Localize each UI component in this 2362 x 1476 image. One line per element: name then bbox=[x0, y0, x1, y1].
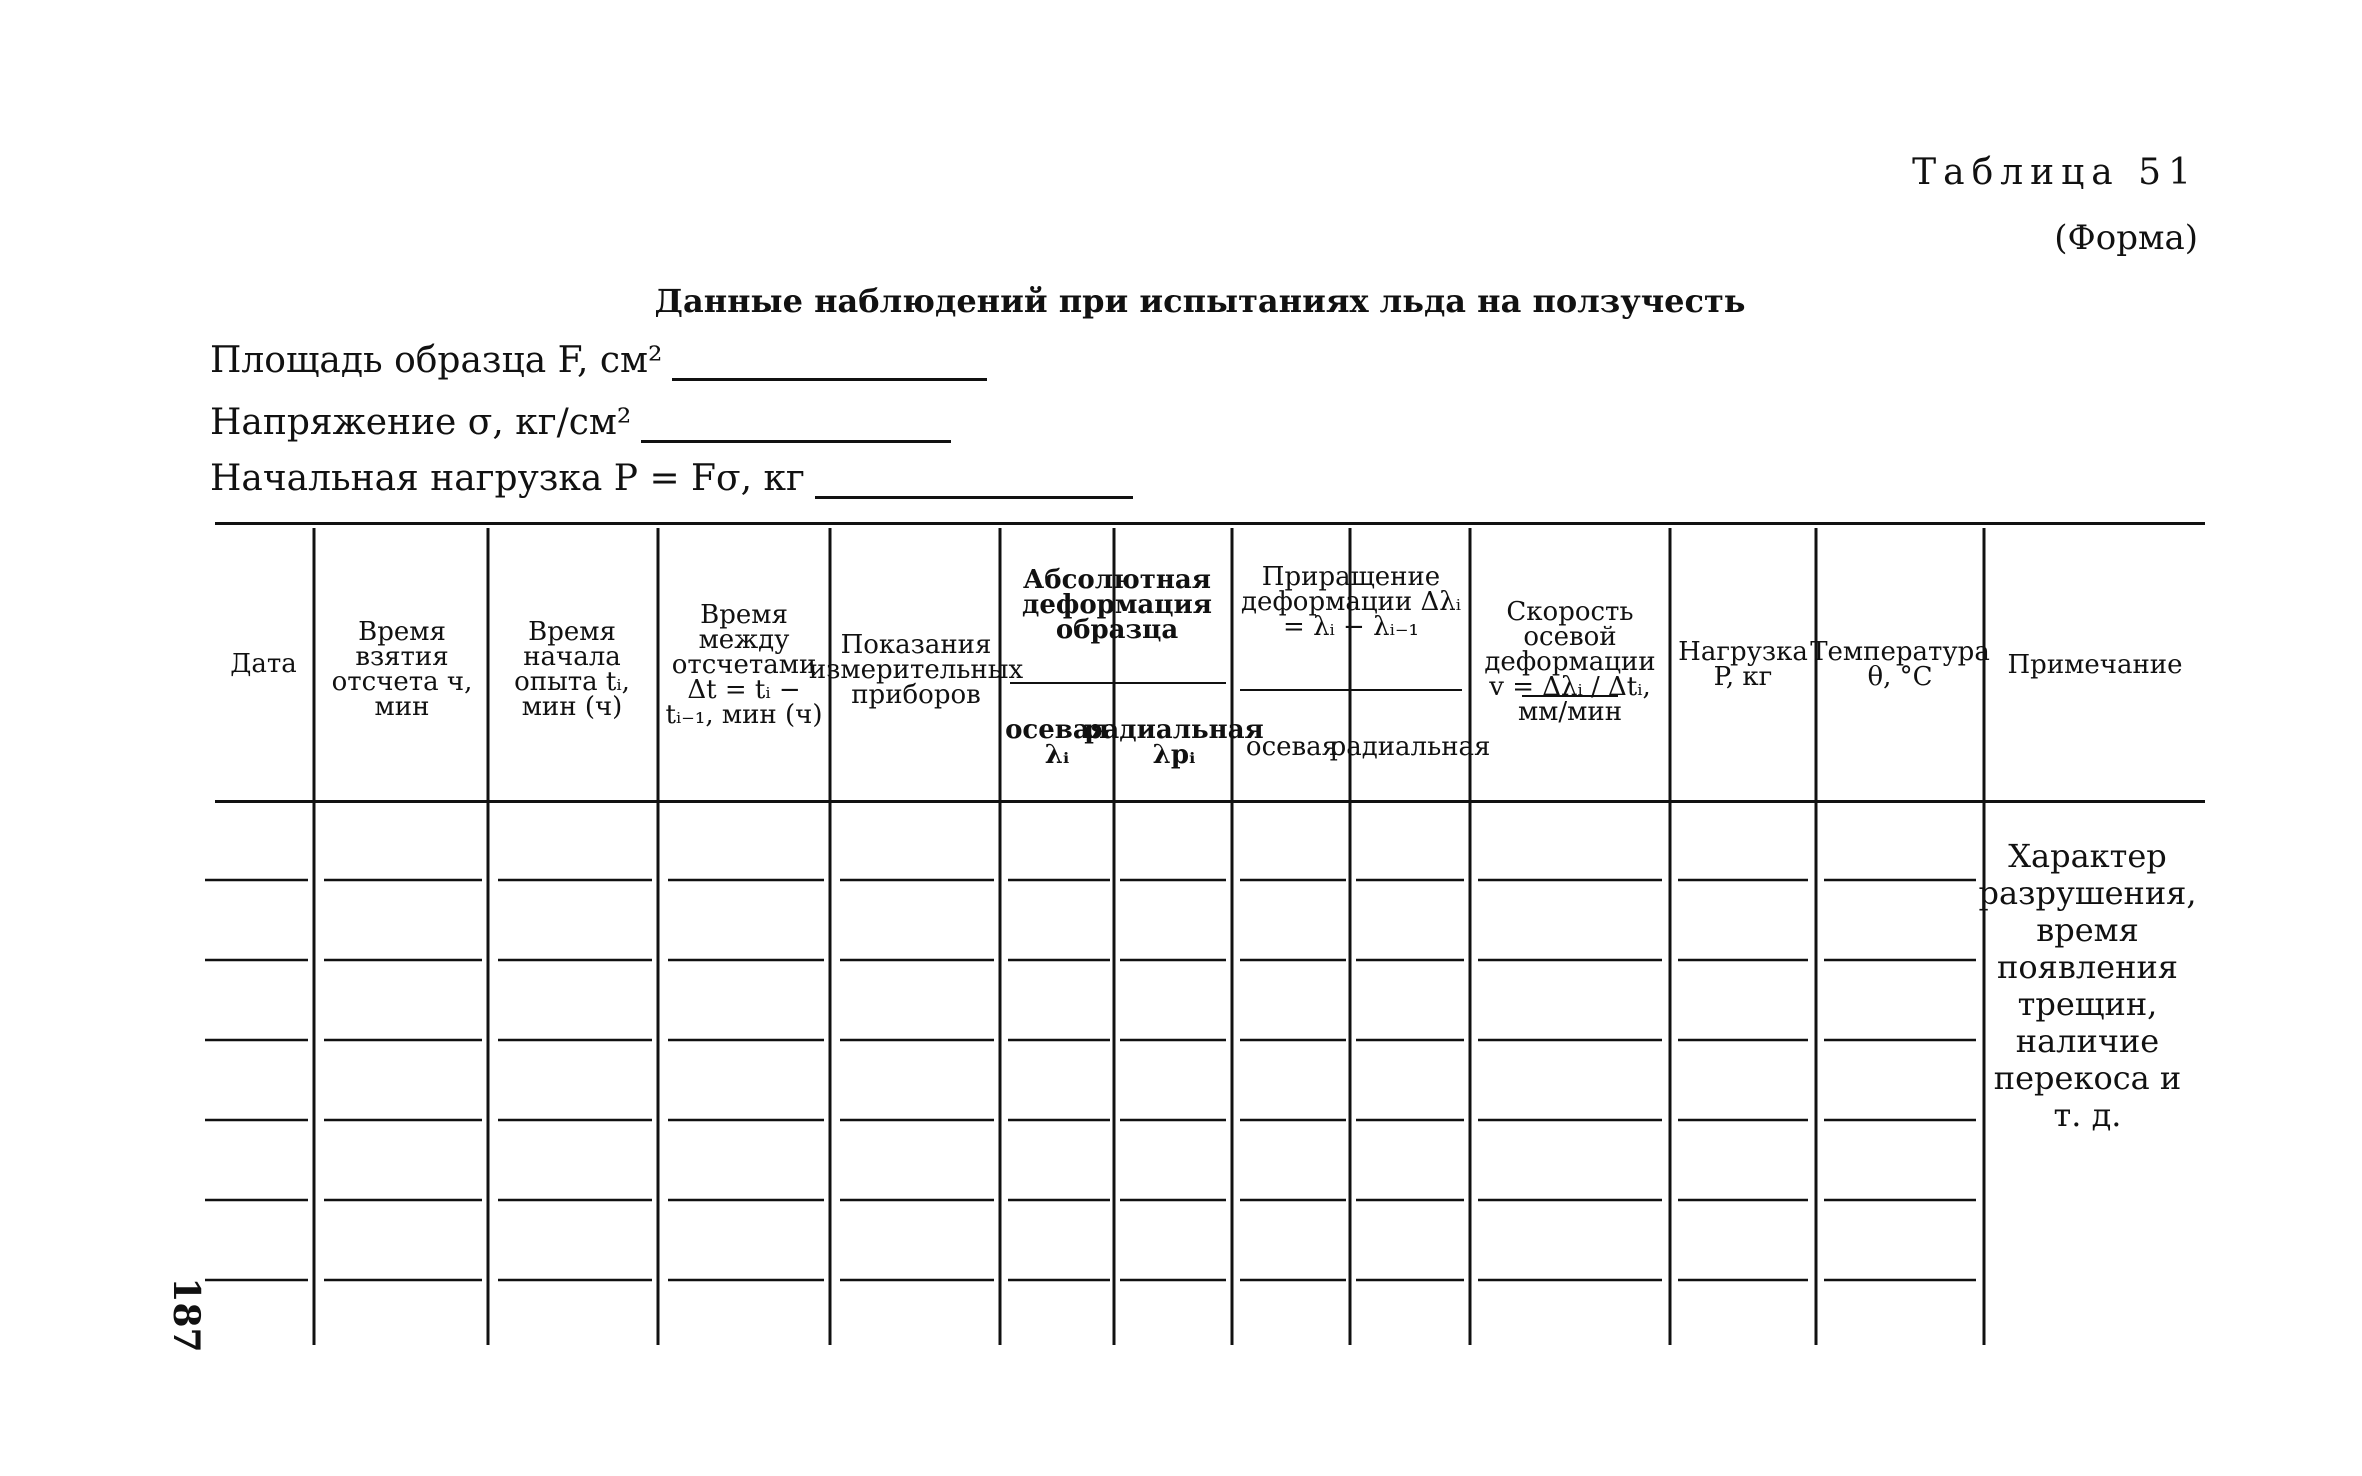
col-header-note: Примечание bbox=[2007, 649, 2183, 680]
page-number: 187 bbox=[165, 1277, 207, 1353]
col-header-time-between: Время между отсчетами Δt = tᵢ − tᵢ₋₁, мин (ч) bbox=[665, 599, 823, 730]
col-header-temperature: Температура θ, °C bbox=[1810, 637, 1990, 692]
field-label: Площадь образца F, см² bbox=[210, 340, 663, 381]
col-header-inc-axial: осевая bbox=[1245, 732, 1339, 762]
col-header-instrument-readings: Показания измерительных приборов bbox=[808, 629, 1024, 710]
col-header-date: Дата bbox=[230, 648, 297, 679]
col-header-time-start: Время начала опыта tᵢ, мин (ч) bbox=[514, 617, 630, 722]
col-header-abs-axial: осевая λᵢ bbox=[1005, 714, 1109, 770]
col-header-abs-radial: радиальная λpᵢ bbox=[1084, 714, 1264, 770]
table-title: Данные наблюдений при испытаниях льда на ползучесть bbox=[654, 282, 1746, 320]
form-label: (Форма) bbox=[2054, 218, 2198, 258]
col-header-inc-radial: радиальная bbox=[1329, 732, 1491, 762]
table-number: Таблица 51 bbox=[1912, 152, 2198, 193]
field-label: Напряжение σ, кг/см² bbox=[210, 402, 632, 443]
col-header-axial-speed: Скорость осевой деформации v = Δλᵢ / Δtᵢ, мм/мин bbox=[1484, 597, 1656, 727]
field-label: Начальная нагрузка P = Fσ, кг bbox=[210, 458, 805, 499]
col-header-time-taken: Время взятия отсчета ч, мин bbox=[331, 617, 473, 722]
note-text: Характер разрушения, время появления трещин, наличие перекоса и т. д. bbox=[1978, 837, 2197, 1134]
col-header-load: Нагрузка P, кг bbox=[1678, 637, 1808, 692]
col-header-deformation-increment: Приращение деформации Δλᵢ = λᵢ − λᵢ₋₁ bbox=[1241, 562, 1461, 642]
col-header-absolute-deformation: Абсолютная деформация образца bbox=[1022, 564, 1212, 645]
